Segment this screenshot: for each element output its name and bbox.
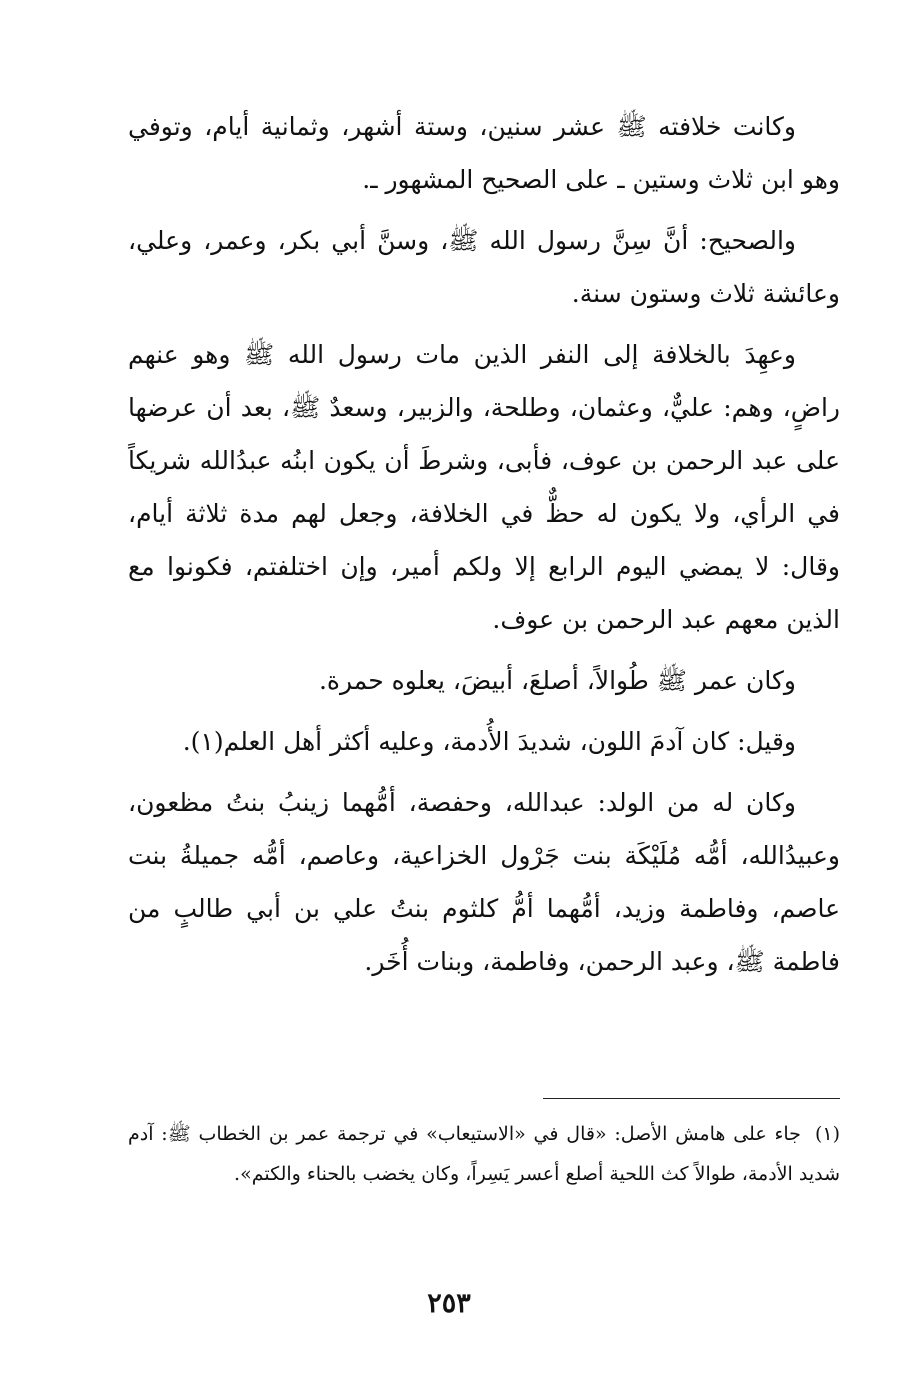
paragraph-age-at-death: والصحيح: أنَّ سِنَّ رسول الله ﷺ، وسنَّ أبي بكر، وعمر، وعلي، وعائشة ثلاث وستون سنة.	[128, 226, 840, 308]
paragraph-description: وكان عمر ﷺ طُوالاً، أصلعَ، أبيضَ، يعلوه حمرة.	[318, 666, 796, 695]
footnote-divider	[543, 1098, 840, 1099]
footnote-text: جاء على هامش الأصل: «قال في «الاستيعاب» في ترجمة عمر بن الخطاب ﷺ: آدم شديد الأدمة، طوالاً كث اللحية أصلع أعسر يَسِراً، وكان يخضب بالحناء والكتم».	[128, 1123, 840, 1185]
footnote-number: (١)	[814, 1123, 840, 1145]
paragraph-succession-council: وعهِدَ بالخلافة إلى النفر الذين مات رسول الله ﷺ وهو عنهم راضٍ، وهم: عليٌّ، وعثمان، وطلحة، والزبير، وسعدٌ ﷺ، بعد أن عرضها على عبد الرحمن بن عوف، فأبى، وشرطَ أن يكون ابنُه عبدُالله شريكاً في الرأي، ولا يكون له حظٌّ في الخلافة، وجعل لهم مدة ثلاثة أيام، وقال: لا يمضي اليوم الرابع إلا ولكم أمير، وإن اختلفتم، فكونوا مع الذين معهم عبد الرحمن بن عوف.	[128, 340, 840, 634]
page-number: ٢٥٣	[427, 1288, 471, 1319]
footnote	[128, 1114, 840, 1194]
paragraph-caliphate-duration: وكانت خلافته ﷺ عشر سنين، وستة أشهر، وثمانية أيام، وتوفي وهو ابن ثلاث وستين ـ على الصحيح المشهور ـ.	[128, 112, 840, 194]
paragraph-complexion: وقيل: كان آدمَ اللون، شديدَ الأُدمة، وعليه أكثر أهل العلم(١).	[182, 727, 796, 756]
paragraph-children: وكان له من الولد: عبدالله، وحفصة، أمُّهما زينبُ بنتُ مظعون، وعبيدُالله، أمُّه مُلَيْكَة بنت جَرْول الخزاعية، وعاصم، أمُّه جميلةُ بنت عاصم، وفاطمة وزيد، أمُّهما أمُّ كلثوم بنتُ علي بن أبي طالبٍ من فاطمة ﷺ، وعبد الرحمن، وفاطمة، وبنات أُخَر.	[128, 788, 840, 976]
main-text	[128, 100, 840, 996]
